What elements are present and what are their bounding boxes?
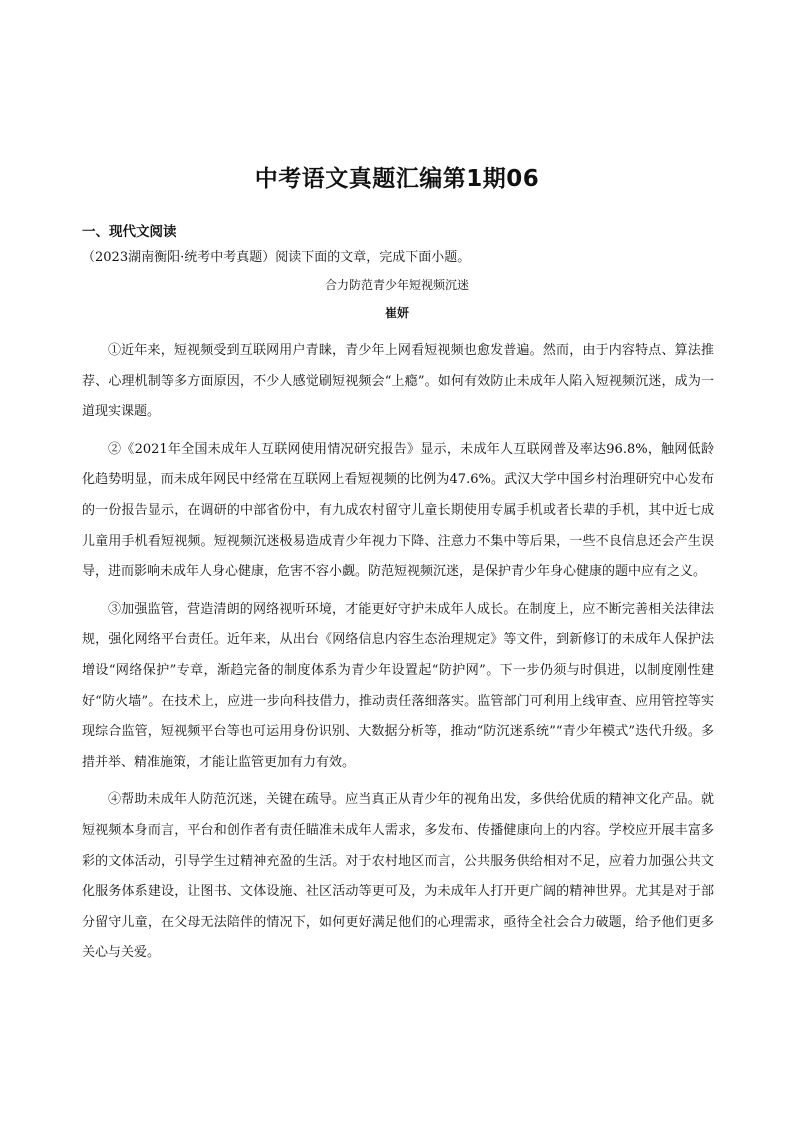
paragraph-1: ①近年来，短视频受到互联网用户青睐，青少年上网看短视频也愈发普遍。然而，由于内容特点、算法推荐、心理机制等多方面原因，不少人感觉刷短视频会“上瘾”。如何有效防止未成年人陷入短视频沉迷，成为一道现实课题。 xyxy=(82,343,714,420)
section-heading: 一、现代文阅读 xyxy=(82,224,177,240)
paragraph-2: ②《2021年全国未成年人互联网使用情况研究报告》显示，未成年人互联网普及率达96.8%，触网低龄化趋势明显，而未成年网民中经常在互联网上看短视频的比例为47.6%。武汉大学中国乡村治理研究中心发布的一份报告显示，在调研的中部省份中，有九成农村留守儿童长期使用专属手机或者长辈的手机，其中近七成儿童用手机看短视频。短视频沉迷极易造成青少年视力下降、注意力不集中等后果，一些不良信息还会产生误导，进而影响未成年人身心健康，危害不容小觑。防范短视频沉迷，是保护青少年身心健康的题中应有之义。 xyxy=(82,441,714,580)
paragraph-3: ③加强监管，营造清朗的网络视听环境，才能更好守护未成年人成长。在制度上，应不断完善相关法律法规，强化网络平台责任。近年来，从出台《网络信息内容生态治理规定》等文件，到新修订的未成年人保护法增设“网络保护”专章，渐趋完备的制度体系为青少年设置起“防护网”。下一步仍须与时俱进，以制度刚性建好“防火墙”。在技术上，应进一步向科技借力，推动责任落细落实。监管部门可利用上线审查、应用管控等实现综合监管，短视频平台等也可运用身份识别、大数据分析等，推动“防沉迷系统”“青少年模式”迭代升级。多措并举、精准施策，才能让监管更加有力有效。 xyxy=(82,601,714,770)
paragraph-4: ④帮助未成年人防范沉迷，关键在疏导。应当真正从青少年的视角出发，多供给优质的精神文化产品。就短视频本身而言，平台和创作者有责任瞄准未成年人需求，多发布、传播健康向上的内容。学校应开展丰富多彩的文体活动，引导学生过精神充盈的生活。对于农村地区而言，公共服务供给相对不足，应着力加强公共文化服务体系建设，让图书、文体设施、社区活动等更可及，为未成年人打开更广阔的精神世界。尤其是对于部分留守儿童，在父母无法陪伴的情况下，如何更好满足他们的心理需求，亟待全社会合力破题，给予他们更多关心与关爱。 xyxy=(82,792,714,961)
article-body xyxy=(82,336,714,976)
article-title: 合力防范青少年短视频沉迷 xyxy=(324,278,469,292)
question-source: （2023湖南衡阳·统考中考真题）阅读下面的文章，完成下面小题。 xyxy=(82,250,471,265)
document-title: 中考语文真题汇编第1期06 xyxy=(254,166,540,192)
article-author: 崔妍 xyxy=(384,306,409,320)
